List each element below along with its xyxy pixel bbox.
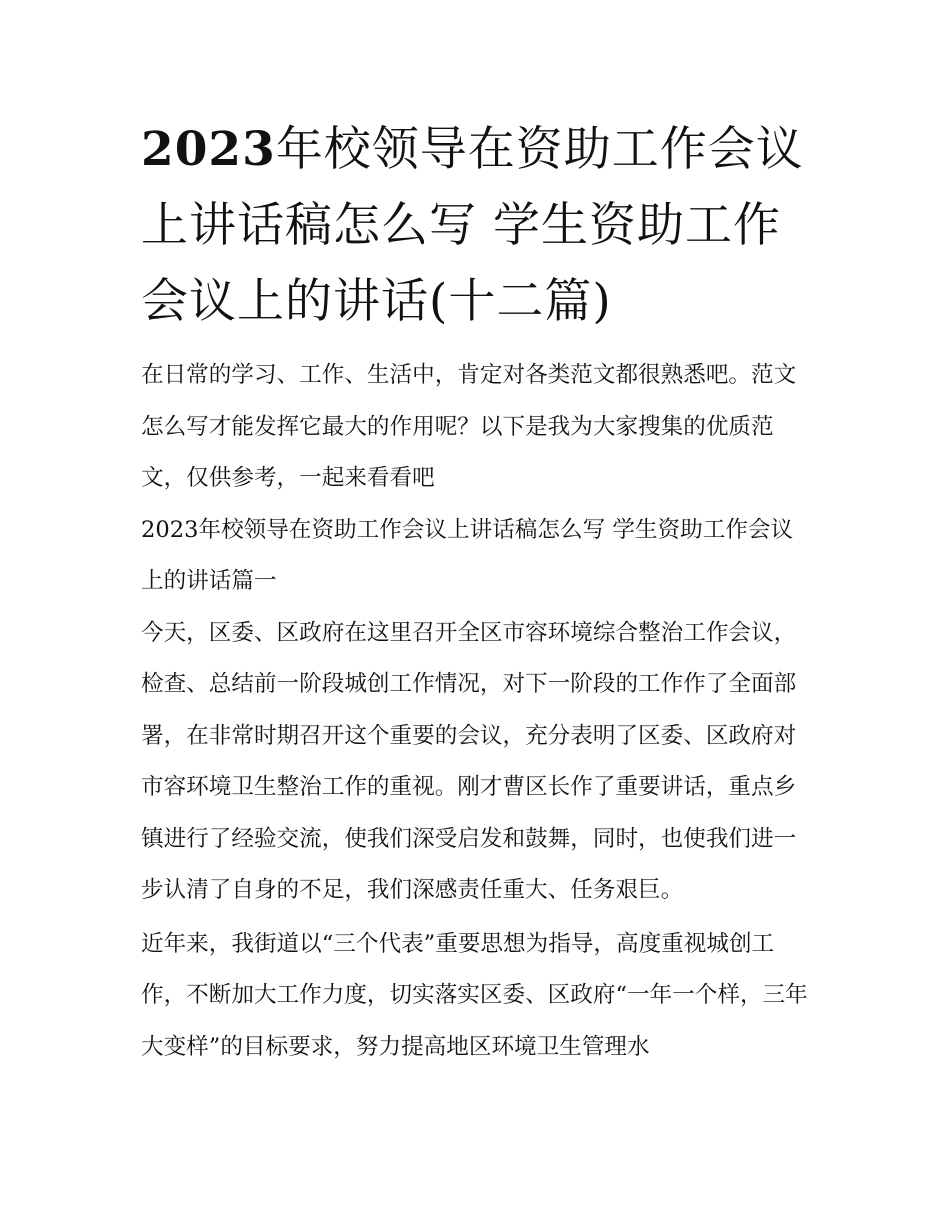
- document-body: [141, 112, 813, 1073]
- body-paragraph-1: 今天，区委、区政府在这里召开全区市容环境综合整治工作会议，检查、总结前一阶段城创工作情况，对下一阶段的工作作了全面部署，在非常时期召开这个重要的会议，充分表明了区委、区政府对市容环境卫生整治工作的重视。刚才曹区长作了重要讲话，重点乡镇进行了经验交流，使我们深受启发和鼓舞，同时，也使我们进一步认清了自身的不足，我们深感责任重大、任务艰巨。: [141, 619, 797, 903]
- title-text: 年校领导在资助工作会议上讲话稿怎么写 学生资助工作会议上的讲话(十二篇): [141, 122, 804, 329]
- section-heading: 2023年校领导在资助工作会议上讲话稿怎么写 学生资助工作会议上的讲话篇一: [141, 516, 794, 594]
- intro-paragraph: 在日常的学习、工作、生活中，肯定对各类范文都很熟悉吧。范文怎么写才能发挥它最大的作用呢？以下是我为大家搜集的优质范文，仅供参考，一起来看看吧: [141, 362, 797, 491]
- title-year: 2023: [141, 122, 276, 177]
- document-title: [141, 112, 813, 340]
- body-paragraph-2: 近年来，我街道以“三个代表”重要思想为指导，高度重视城创工作，不断加大工作力度，切实落实区委、区政府“一年一个样，三年大变样”的目标要求，努力提高地区环境卫生管理水: [141, 930, 808, 1060]
